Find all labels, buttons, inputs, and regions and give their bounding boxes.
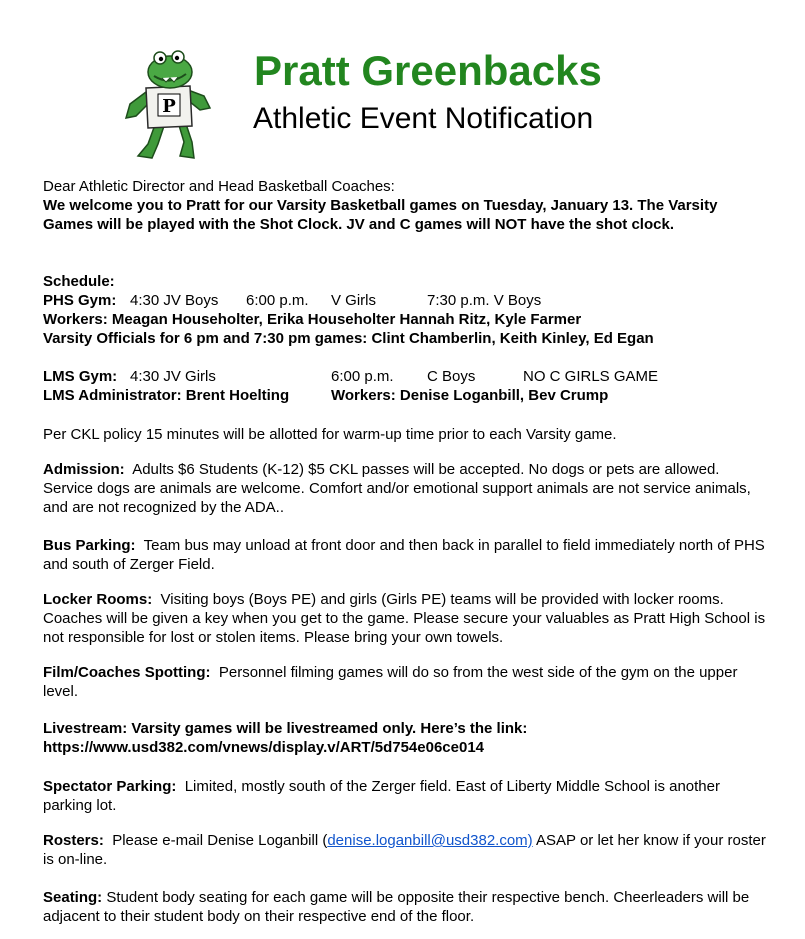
livestream-text: Livestream: Varsity games will be livestreamed only. Here’s the link:: [43, 720, 528, 737]
seating-label: Seating:: [43, 889, 103, 906]
logo-letter: P: [162, 96, 176, 117]
locker-rooms-section: [43, 590, 768, 647]
phs-game-2-time: 6:00 p.m.: [246, 292, 309, 309]
film-text: Personnel filming games will do so from the west side of the gym on the upper level.: [43, 664, 738, 700]
rosters-section: [43, 831, 768, 869]
greeting-section: [43, 177, 768, 234]
bus-parking-section: [43, 536, 768, 574]
admission-section: [43, 460, 768, 517]
lms-schedule-row: [43, 367, 768, 386]
phs-gym-label: PHS Gym:: [43, 292, 117, 309]
livestream-section: [43, 719, 768, 757]
lms-gym-label: LMS Gym:: [43, 368, 118, 385]
welcome-text: We welcome you to Pratt for our Varsity Basketball games on Tuesday, January 13. The Varsity Games will be played with the Shot Clock. JV and C games will NOT have the shot clock.: [43, 197, 718, 233]
spectator-parking-text: Limited, mostly south of the Zerger field. East of Liberty Middle School is another parking lot.: [43, 778, 720, 814]
seating-section: [43, 888, 768, 926]
spectator-parking-label: Spectator Parking:: [43, 778, 177, 795]
phs-officials: Varsity Officials for 6 pm and 7:30 pm games: Clint Chamberlin, Keith Kinley, Ed Egan: [43, 330, 654, 347]
bus-parking-label: Bus Parking:: [43, 537, 136, 554]
lms-game-2-time: 6:00 p.m.: [331, 368, 394, 385]
rosters-label: Rosters:: [43, 832, 104, 849]
greeting: Dear Athletic Director and Head Basketball Coaches:: [43, 178, 395, 195]
lms-game-2-team: C Boys: [427, 368, 476, 385]
lms-staff-row: [43, 386, 768, 405]
locker-rooms-label: Locker Rooms:: [43, 591, 153, 608]
frog-mascot-logo: [118, 44, 218, 164]
phs-game-1: 4:30 JV Boys: [130, 292, 219, 309]
rosters-text-after: ASAP or let her know if your roster is on-line.: [43, 832, 766, 868]
livestream-link[interactable]: https://www.usd382.com/vnews/display.v/ART/5d754e06ce014: [43, 739, 485, 756]
lms-game-3: NO C GIRLS GAME: [523, 368, 659, 385]
admission-label: Admission:: [43, 461, 125, 478]
phs-game-2-team: V Girls: [331, 292, 376, 309]
lms-workers: Workers: Denise Loganbill, Bev Crump: [331, 387, 609, 404]
phs-schedule-row: [43, 291, 768, 310]
phs-game-3: 7:30 p.m. V Boys: [427, 292, 542, 309]
locker-rooms-text: Visiting boys (Boys PE) and girls (Girls PE) teams will be provided with locker rooms. Coaches will be given a key when you get to the game. Please secure your valuables as Pratt High School is not responsible for lost or stolen items. Please bring your own towels.: [43, 591, 766, 646]
lms-schedule-section: [43, 367, 768, 405]
schedule-heading: Schedule:: [43, 273, 115, 290]
lms-administrator: LMS Administrator: Brent Hoelting: [43, 387, 290, 404]
phs-workers: Workers: Meagan Householter, Erika Householter Hannah Ritz, Kyle Farmer: [43, 311, 582, 328]
seating-text: Student body seating for each game will be opposite their respective bench. Cheerleaders will be adjacent to their student body on their respective end of the floor.: [43, 889, 750, 925]
spectator-parking-section: [43, 777, 768, 815]
admission-text: Adults $6 Students (K-12) $5 CKL passes will be accepted. No dogs or pets are allowed. Service dogs are animals are welcome. Comfort and/or emotional support animals are not service animals, and are not recognized by the ADA..: [43, 461, 751, 516]
rosters-text-before: Please e-mail Denise Loganbill (: [112, 832, 328, 849]
page-subtitle: Athletic Event Notification: [253, 102, 594, 135]
schedule-section: [43, 272, 768, 348]
film-section: [43, 663, 768, 701]
film-label: Film/Coaches Spotting:: [43, 664, 211, 681]
page-title: Pratt Greenbacks: [254, 47, 602, 94]
bus-parking-text: Team bus may unload at front door and then back in parallel to field immediately north of PHS and south of Zerger Field.: [43, 537, 765, 573]
lms-game-1: 4:30 JV Girls: [130, 368, 216, 385]
roster-email-link[interactable]: denise.loganbill@usd382.com): [327, 832, 533, 849]
warmup-policy: Per CKL policy 15 minutes will be allotted for warm-up time prior to each Varsity game.: [43, 426, 617, 443]
